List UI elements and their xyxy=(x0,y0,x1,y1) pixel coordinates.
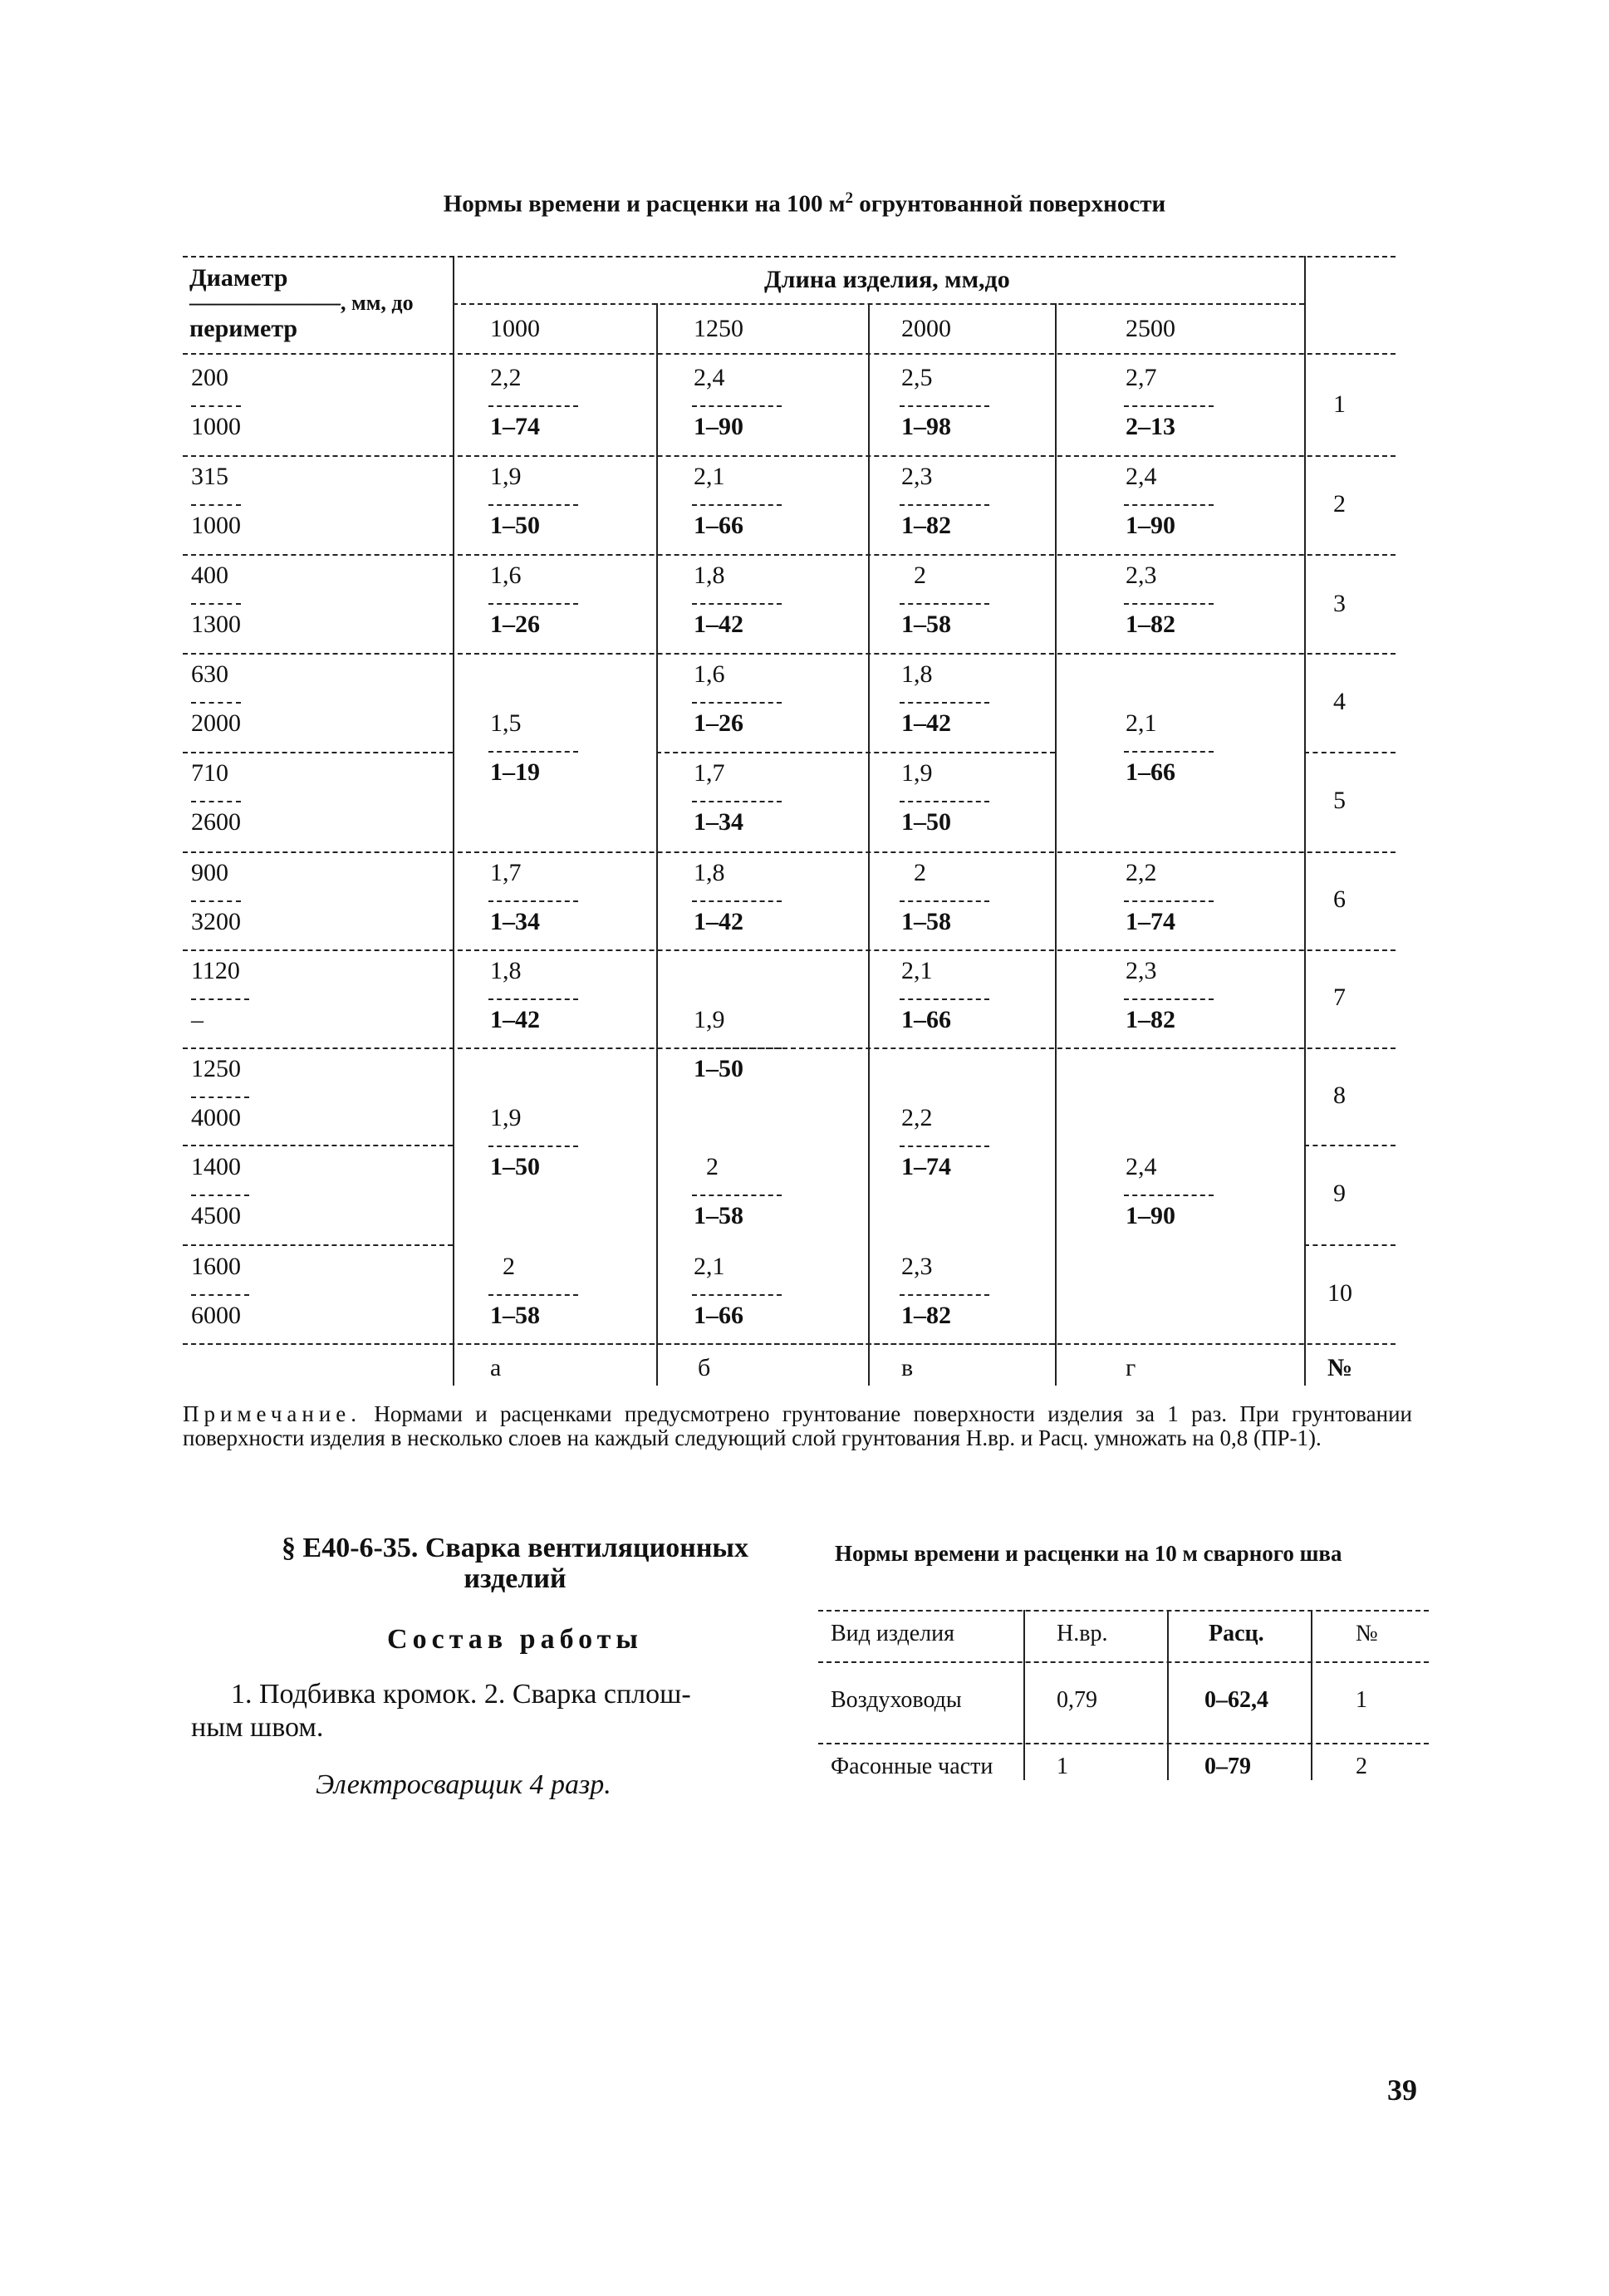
rate-value: 1–74 xyxy=(490,413,540,440)
norm-value: 2 xyxy=(914,562,926,589)
norm-value: 1,7 xyxy=(694,759,725,787)
norm-value: 2,2 xyxy=(901,1104,933,1131)
fraction-bar xyxy=(692,405,782,407)
rate-value: 1–66 xyxy=(694,512,743,539)
fraction-bar xyxy=(692,900,782,902)
rate-value: 1–74 xyxy=(1126,908,1175,935)
fraction-bar xyxy=(900,900,989,902)
norm-value: 1,9 xyxy=(694,1006,725,1033)
row-label-bar xyxy=(191,1195,249,1196)
weld-rate-value: 0–79 xyxy=(1204,1754,1251,1779)
rate-value: 1–42 xyxy=(490,1006,540,1033)
rate-value: 1–58 xyxy=(694,1202,743,1229)
weld-header-rate: Расц. xyxy=(1209,1621,1264,1646)
title-text: Нормы времени и расценки на 100 м xyxy=(443,190,846,218)
rate-value: 1–42 xyxy=(694,611,743,638)
weld-item-name: Фасонные части xyxy=(831,1754,993,1779)
row-number: 4 xyxy=(1333,688,1346,715)
weld-column-divider xyxy=(1167,1610,1169,1780)
fraction-bar xyxy=(1124,1195,1214,1196)
length-header: Длина изделия, мм,до xyxy=(764,266,1010,293)
row-number: 1 xyxy=(1333,390,1346,418)
diameter-label: Диаметр xyxy=(189,264,288,292)
row-label-top: 1250 xyxy=(191,1055,241,1082)
norm-value: 2,1 xyxy=(1126,709,1157,737)
row-label-bottom: 4000 xyxy=(191,1104,241,1131)
norm-value: 1,9 xyxy=(490,1104,522,1131)
row-label-bottom: 6000 xyxy=(191,1302,241,1329)
row-label-bar xyxy=(191,504,241,506)
fraction-bar xyxy=(692,1294,782,1296)
weld-table-title: Нормы времени и расценки на 10 м сварного шва xyxy=(835,1541,1342,1566)
row-label-top: 1400 xyxy=(191,1153,241,1180)
rate-value: 1–50 xyxy=(490,512,540,539)
norm-value: 1,8 xyxy=(490,957,522,984)
fraction-bar xyxy=(1124,603,1214,605)
composition-line: 1. Подбивка кромок. 2. Сварка сплош- xyxy=(231,1679,691,1710)
fraction-bar xyxy=(488,603,578,605)
rate-value: 1–50 xyxy=(490,1153,540,1180)
rate-value: 1–66 xyxy=(1126,758,1175,786)
row-label-bar xyxy=(191,702,241,704)
column-divider xyxy=(1304,256,1306,1386)
column-divider xyxy=(656,303,658,1386)
row-label-bar xyxy=(191,801,241,802)
fraction-bar xyxy=(900,1294,989,1296)
rate-value: 1–82 xyxy=(1126,611,1175,638)
composition-text xyxy=(191,1678,789,1744)
header-bottom-border xyxy=(183,353,1396,355)
norm-value: 2,3 xyxy=(1126,957,1157,984)
rate-value: 1–58 xyxy=(490,1302,540,1329)
row-number: 2 xyxy=(1333,490,1346,518)
worker-grade: Электросварщик 4 разр. xyxy=(316,1769,611,1800)
rate-value: 1–34 xyxy=(694,808,743,836)
composition-line: ным швом. xyxy=(191,1712,324,1743)
perimeter-label: периметр xyxy=(189,315,298,342)
norm-value: 2,4 xyxy=(1126,463,1157,490)
norm-value: 2,3 xyxy=(901,463,933,490)
row-border xyxy=(183,455,1396,457)
row-border xyxy=(1304,752,1396,753)
row-label-bottom: 1000 xyxy=(191,413,241,440)
weld-header-bottom xyxy=(818,1661,1429,1663)
weld-row-number: 1 xyxy=(1356,1687,1367,1713)
fraction-bar xyxy=(1124,504,1214,506)
row-label-bottom: 4500 xyxy=(191,1202,241,1229)
main-table-title xyxy=(0,189,1609,218)
note-label: Примечание. xyxy=(183,1401,362,1426)
norm-value: 1,6 xyxy=(694,660,725,688)
row-label-bar xyxy=(191,405,241,407)
length-1000: 1000 xyxy=(490,315,540,342)
norm-value: 2 xyxy=(914,859,926,886)
fraction-bar xyxy=(488,1294,578,1296)
rate-value: 1–82 xyxy=(901,512,951,539)
weld-column-divider xyxy=(1311,1610,1312,1780)
rate-value: 1–26 xyxy=(490,611,540,638)
weld-norm-value: 1 xyxy=(1057,1754,1068,1779)
weld-item-name: Воздуховоды xyxy=(831,1687,962,1713)
rate-value: 1–90 xyxy=(694,413,743,440)
norm-value: 2 xyxy=(503,1253,515,1280)
row-border xyxy=(183,1244,453,1246)
weld-row-border xyxy=(818,1743,1429,1744)
row-border xyxy=(183,653,1396,655)
rate-value: 1–42 xyxy=(694,908,743,935)
norm-value: 2,4 xyxy=(694,364,725,391)
norm-value: 2,2 xyxy=(1126,859,1157,886)
rate-value: 1–19 xyxy=(490,758,540,786)
row-number: 10 xyxy=(1327,1279,1352,1307)
norm-value: 1,6 xyxy=(490,562,522,589)
row-label-bottom: 2000 xyxy=(191,709,241,737)
column-letter: в xyxy=(901,1354,914,1381)
norm-value: 1,7 xyxy=(490,859,522,886)
fraction-bar xyxy=(488,504,578,506)
row-number: 5 xyxy=(1333,787,1346,814)
row-label-top: 710 xyxy=(191,759,228,787)
weld-table-top-border xyxy=(818,1610,1429,1612)
fraction-bar xyxy=(488,900,578,902)
rate-value: 1–66 xyxy=(901,1006,951,1033)
row-number: 7 xyxy=(1333,984,1346,1011)
row-label-bar xyxy=(191,900,241,902)
row-border xyxy=(183,1047,1396,1049)
norm-value: 1,8 xyxy=(901,660,933,688)
number-column-label: № xyxy=(1327,1354,1353,1381)
fraction-bar xyxy=(692,504,782,506)
rate-value: 1–26 xyxy=(694,709,743,737)
row-label-bar xyxy=(191,603,241,605)
fraction-bar xyxy=(900,603,989,605)
fraction-bar xyxy=(1124,751,1214,753)
row-label-bottom: – xyxy=(191,1006,204,1033)
column-divider xyxy=(1055,303,1057,1386)
row-border xyxy=(183,851,1396,853)
row-border xyxy=(1304,1244,1396,1246)
weld-column-divider xyxy=(1023,1610,1025,1780)
rate-value: 1–74 xyxy=(901,1153,951,1180)
rate-value: 1–50 xyxy=(694,1055,743,1082)
length-header-divider xyxy=(453,303,1304,305)
row-number: 6 xyxy=(1333,886,1346,913)
row-border xyxy=(183,752,453,753)
weld-rate-value: 0–62,4 xyxy=(1204,1687,1268,1713)
rate-value: 1–66 xyxy=(694,1302,743,1329)
row-label-top: 1120 xyxy=(191,957,240,984)
norm-value: 2,1 xyxy=(694,463,725,490)
length-2000: 2000 xyxy=(901,315,951,342)
table-top-border xyxy=(183,256,1396,258)
unit-label: ———————, мм, до xyxy=(189,291,414,315)
rate-value: 1–50 xyxy=(901,808,951,836)
column-letter: б xyxy=(698,1354,711,1381)
row-label-bar xyxy=(191,1294,249,1296)
fraction-bar xyxy=(1124,405,1214,407)
norm-value: 2,5 xyxy=(901,364,933,391)
row-border xyxy=(1304,1145,1396,1146)
section-heading xyxy=(249,1533,781,1594)
table-note xyxy=(183,1402,1412,1450)
norm-value: 2 xyxy=(706,1153,719,1180)
row-label-bottom: 2600 xyxy=(191,808,241,836)
rate-value: 1–42 xyxy=(901,709,951,737)
row-number: 9 xyxy=(1333,1180,1346,1207)
rate-value: 2–13 xyxy=(1126,413,1175,440)
fraction-bar xyxy=(488,405,578,407)
fraction-bar xyxy=(692,603,782,605)
row-label-bar xyxy=(191,998,249,1000)
fraction-bar xyxy=(900,1146,989,1147)
row-label-bottom: 3200 xyxy=(191,908,241,935)
weld-header-norm: Н.вр. xyxy=(1057,1621,1108,1646)
row-label-top: 900 xyxy=(191,859,228,886)
fraction-bar xyxy=(900,504,989,506)
fraction-bar xyxy=(692,1047,782,1049)
norm-value: 1,9 xyxy=(490,463,522,490)
norm-value: 2,1 xyxy=(901,957,933,984)
norm-value: 2,4 xyxy=(1126,1153,1157,1180)
row-label-bottom: 1300 xyxy=(191,611,241,638)
rate-value: 1–98 xyxy=(901,413,951,440)
fraction-bar xyxy=(692,801,782,802)
fraction-bar xyxy=(488,1146,578,1147)
norm-value: 2,1 xyxy=(694,1253,725,1280)
fraction-bar xyxy=(692,1195,782,1196)
weld-header-number: № xyxy=(1356,1621,1378,1646)
note-text: Нормами и расценками предусмотрено грунтование поверхности изделия за 1 раз. При грунтовании поверхности изделия в несколько слоев на каждый следующий слой грунтования Н.вр. и Расц. умножать на 0,8 (ПР-1). xyxy=(183,1401,1412,1450)
row-border xyxy=(656,752,1055,753)
fraction-bar xyxy=(1124,998,1214,1000)
column-divider xyxy=(868,303,870,1386)
row-border xyxy=(183,949,1396,951)
column-letter: а xyxy=(490,1354,502,1381)
fraction-bar xyxy=(900,998,989,1000)
norm-value: 1,8 xyxy=(694,859,725,886)
norm-value: 2,2 xyxy=(490,364,522,391)
section-heading-line: изделий xyxy=(464,1563,567,1594)
weld-header-item: Вид изделия xyxy=(831,1621,954,1646)
section-heading-line: § Е40-6-35. Сварка вентиляционных xyxy=(282,1533,748,1563)
norm-value: 2,3 xyxy=(1126,562,1157,589)
fraction-bar xyxy=(900,702,989,704)
length-2500: 2500 xyxy=(1126,315,1175,342)
row-border xyxy=(183,554,1396,556)
row-number: 3 xyxy=(1333,590,1346,617)
rate-value: 1–90 xyxy=(1126,1202,1175,1229)
row-label-top: 400 xyxy=(191,562,228,589)
column-letter: г xyxy=(1126,1354,1136,1381)
norm-value: 1,8 xyxy=(694,562,725,589)
norm-value: 1,5 xyxy=(490,709,522,737)
fraction-bar xyxy=(1124,900,1214,902)
fraction-bar xyxy=(488,998,578,1000)
rate-value: 1–90 xyxy=(1126,512,1175,539)
fraction-bar xyxy=(900,405,989,407)
weld-norm-value: 0,79 xyxy=(1057,1687,1097,1713)
row-label-top: 200 xyxy=(191,364,228,391)
table-body-bottom xyxy=(183,1343,1396,1345)
column-divider xyxy=(453,256,454,1386)
title-text-end: огрунтованной поверхности xyxy=(852,190,1166,218)
row-number: 8 xyxy=(1333,1082,1346,1109)
rate-value: 1–34 xyxy=(490,908,540,935)
fraction-bar xyxy=(900,801,989,802)
row-label-top: 630 xyxy=(191,660,228,688)
row-label-top: 1600 xyxy=(191,1253,241,1280)
title-superscript: 2 xyxy=(845,189,853,207)
row-label-bottom: 1000 xyxy=(191,512,241,539)
composition-title: Состав работы xyxy=(387,1624,643,1655)
page-number: 39 xyxy=(1387,2073,1417,2107)
rate-value: 1–82 xyxy=(901,1302,951,1329)
fraction-bar xyxy=(488,751,578,753)
norm-value: 1,9 xyxy=(901,759,933,787)
weld-row-number: 2 xyxy=(1356,1754,1367,1779)
row-border xyxy=(183,1145,453,1146)
norm-value: 2,3 xyxy=(901,1253,933,1280)
rate-value: 1–58 xyxy=(901,908,951,935)
row-label-top: 315 xyxy=(191,463,228,490)
norm-value: 2,7 xyxy=(1126,364,1157,391)
length-1250: 1250 xyxy=(694,315,743,342)
row-label-bar xyxy=(191,1096,249,1098)
rate-value: 1–58 xyxy=(901,611,951,638)
fraction-bar xyxy=(692,702,782,704)
rate-value: 1–82 xyxy=(1126,1006,1175,1033)
